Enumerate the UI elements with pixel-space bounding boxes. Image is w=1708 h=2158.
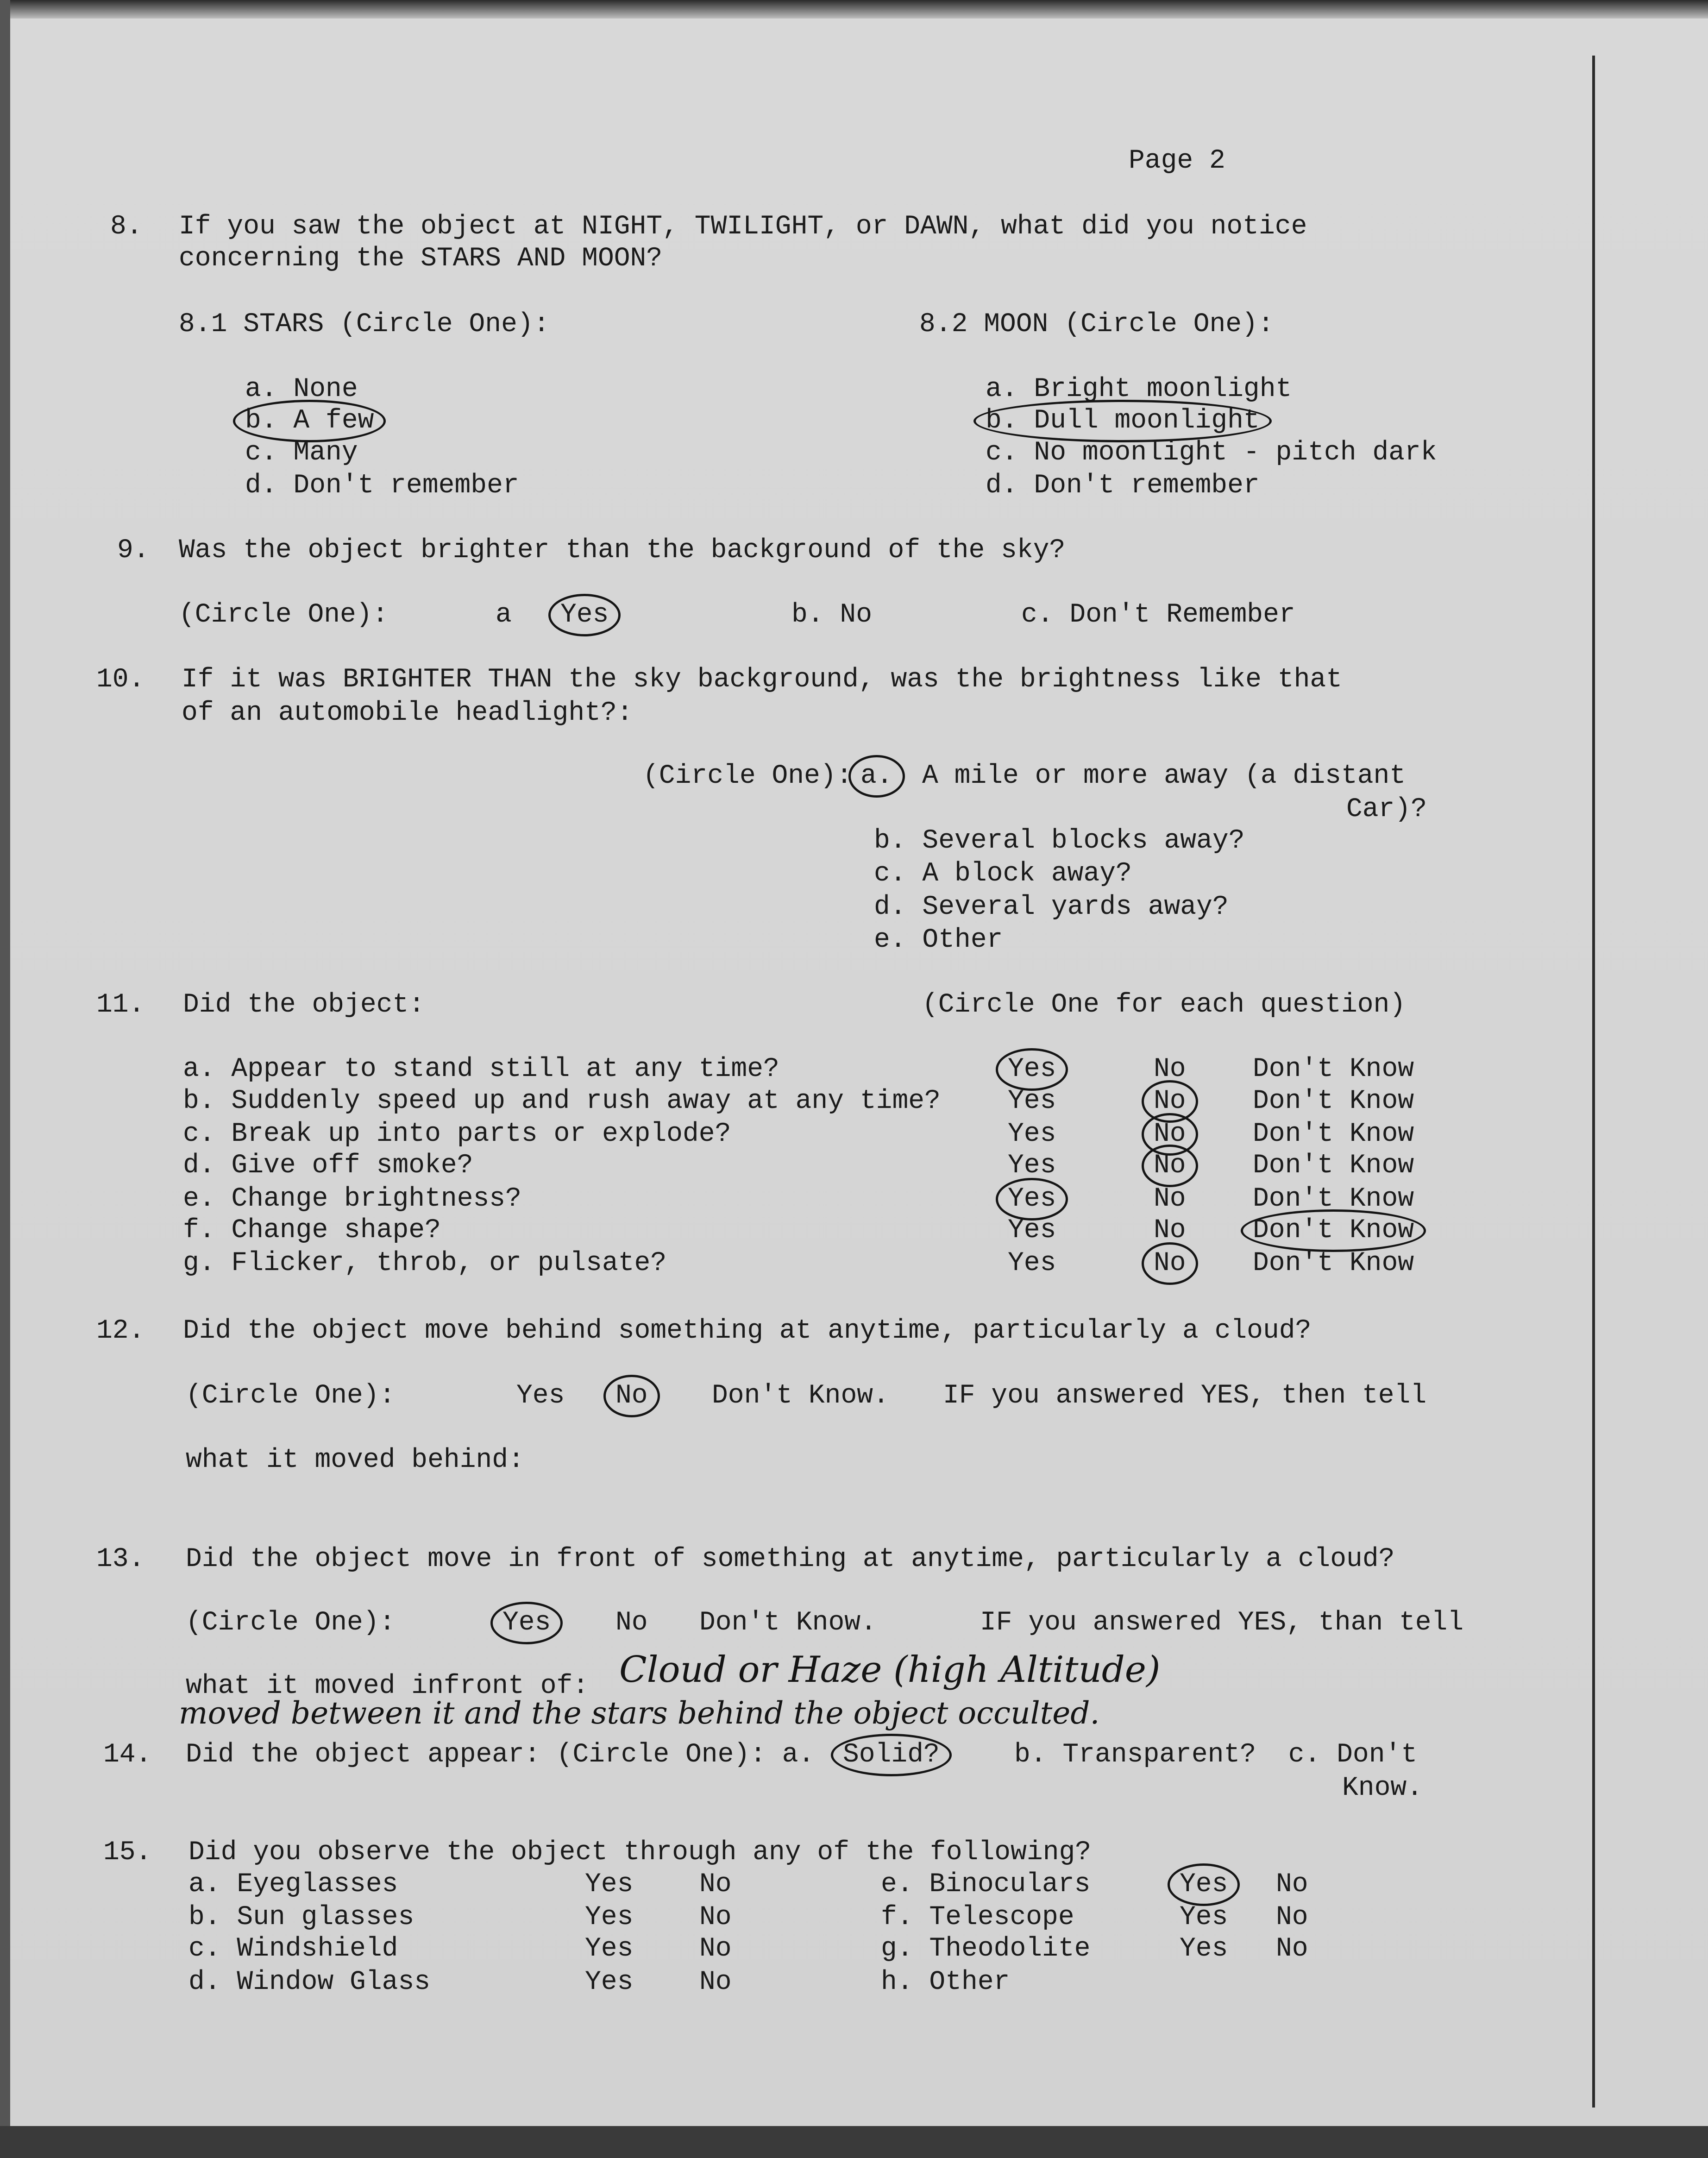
q13-yes-selected: Yes (502, 1608, 551, 1638)
q13-if: IF you answered YES, than tell (980, 1608, 1464, 1638)
q11-text: Did the object: (183, 990, 425, 1020)
margin-line (1592, 56, 1595, 2108)
q11-row-no: No (1154, 1184, 1186, 1214)
q15-yes: Yes (585, 1934, 634, 1964)
moon-option: c. No moonlight - pitch dark (986, 438, 1437, 468)
scan-edge-left (0, 0, 10, 2158)
q13-no: No (615, 1608, 648, 1638)
stars-option: a. None (245, 374, 358, 404)
q11-row-question: b. Suddenly speed up and rush away at any time? (183, 1086, 941, 1116)
q9-a: a (496, 600, 512, 630)
q11-row-dk: Don't Know (1253, 1151, 1414, 1181)
q9-text: Was the object brighter than the background of the sky? (179, 535, 1066, 566)
q10-option: b. Several blocks away? (874, 826, 1245, 856)
q10-option: e. Other (874, 925, 1003, 955)
q13-number: 13. (96, 1544, 145, 1574)
stars-option: d. Don't remember (245, 471, 519, 501)
q11-row-no: No (1154, 1054, 1186, 1084)
stars-option: c. Many (245, 438, 358, 468)
q9-b: b. No (791, 600, 873, 630)
scan-edge-bottom (0, 2126, 1708, 2158)
q10-text-2: of an automobile headlight?: (182, 698, 633, 728)
q8-text-2: concerning the STARS AND MOON? (179, 244, 663, 274)
q15-no: No (1276, 1902, 1308, 1932)
q15-yes: Yes (1180, 1902, 1228, 1932)
moon-option: a. Bright moonlight (986, 374, 1292, 404)
q11-row-question: e. Change brightness? (183, 1184, 521, 1214)
q15-item: h. Other (881, 1967, 1010, 1997)
stars-title: 8.1 STARS (Circle One): (179, 309, 550, 340)
q11-row-yes: Yes (1008, 1248, 1056, 1278)
q11-row-no-selected: No (1154, 1119, 1186, 1149)
q15-yes: Yes (1180, 1934, 1228, 1964)
q15-item: a. Eyeglasses (188, 1869, 398, 1900)
moon-option-selected: b. Dull moonlight (986, 406, 1260, 436)
q10-option: d. Several yards away? (874, 892, 1229, 922)
q14-rest: b. Transparent? c. Don't (1014, 1740, 1418, 1770)
q11-row-question: d. Give off smoke? (183, 1151, 473, 1181)
q14-number: 14. (103, 1740, 152, 1770)
q10-a-text-2: Car)? (1346, 794, 1427, 824)
q12-if: IF you answered YES, then tell (943, 1381, 1427, 1411)
q11-row-yes: Yes (1008, 1119, 1056, 1149)
q13-dk: Don't Know. (699, 1608, 877, 1638)
q15-no: No (699, 1934, 732, 1964)
q15-no: No (1276, 1934, 1308, 1964)
q9-yes-selected: Yes (560, 600, 609, 630)
handwritten-answer-2: moved between it and the stars behind the object occulted. (179, 1695, 1100, 1731)
q15-no: No (1276, 1869, 1308, 1900)
q11-row-question: g. Flicker, throb, or pulsate? (183, 1248, 667, 1278)
handwritten-answer: Cloud or Haze (high Altitude) (619, 1649, 1161, 1691)
q12-yes: Yes (516, 1381, 565, 1411)
q11-row-yes: Yes (1008, 1151, 1056, 1181)
q9-number: 9. (117, 535, 150, 566)
moon-title: 8.2 MOON (Circle One): (919, 309, 1274, 340)
q15-item: e. Binoculars (881, 1869, 1091, 1900)
q11-number: 11. (96, 990, 145, 1020)
q15-item: d. Window Glass (188, 1967, 431, 1997)
q15-item: c. Windshield (188, 1934, 398, 1964)
q11-row-no-selected: No (1154, 1248, 1186, 1278)
q12-follow: what it moved behind: (186, 1445, 524, 1475)
q14-text: Did the object appear: (Circle One): a. (186, 1740, 815, 1770)
q10-circle-label: (Circle One): (643, 761, 853, 791)
q9-circle-label: (Circle One): (179, 600, 389, 630)
q14-know: Know. (1342, 1773, 1423, 1803)
q11-row-yes-selected: Yes (1008, 1184, 1056, 1214)
q11-row-dk: Don't Know (1253, 1054, 1414, 1084)
q11-row-question: a. Appear to stand still at any time? (183, 1054, 779, 1084)
q12-no-selected: No (615, 1381, 648, 1411)
q15-text: Did you observe the object through any of the following? (188, 1837, 1092, 1868)
q15-yes: Yes (585, 1967, 634, 1997)
q15-yes: Yes (585, 1902, 634, 1932)
q12-circle-label: (Circle One): (186, 1381, 396, 1411)
q11-row-question: c. Break up into parts or explode? (183, 1119, 731, 1149)
q15-item: g. Theodolite (881, 1934, 1091, 1964)
q10-text: If it was BRIGHTER THAN the sky background, was the brightness like that (182, 665, 1343, 695)
scan-edge-top (0, 0, 1708, 19)
q8-number: 8. (110, 212, 143, 242)
q15-yes: Yes (585, 1869, 634, 1900)
q9-c: c. Don't Remember (1021, 600, 1295, 630)
q11-row-no-selected: No (1154, 1151, 1186, 1181)
q11-row-dk: Don't Know (1253, 1086, 1414, 1116)
stars-option-selected: b. A few (245, 406, 374, 436)
q12-number: 12. (96, 1316, 145, 1346)
q11-row-yes-selected: Yes (1008, 1054, 1056, 1084)
q13-follow: what it moved infront of: (186, 1671, 589, 1701)
q15-item: f. Telescope (881, 1902, 1074, 1932)
q8-text: If you saw the object at NIGHT, TWILIGHT, or DAWN, what did you notice (179, 212, 1307, 242)
q11-row-yes: Yes (1008, 1215, 1056, 1246)
q11-row-dk: Don't Know (1253, 1119, 1414, 1149)
q15-item: b. Sun glasses (188, 1902, 414, 1932)
q12-text: Did the object move behind something at anytime, particularly a cloud? (183, 1316, 1312, 1346)
q10-a-selected: a. (860, 761, 893, 791)
q11-row-dk-selected: Don't Know (1253, 1215, 1414, 1246)
q11-row-dk: Don't Know (1253, 1248, 1414, 1278)
q15-no: No (699, 1869, 732, 1900)
q15-no: No (699, 1967, 732, 1997)
q10-number: 10. (96, 665, 145, 695)
page-number: Page 2 (1129, 146, 1225, 176)
q11-row-no-selected: No (1154, 1086, 1186, 1116)
q15-number: 15. (103, 1837, 152, 1868)
q11-row-yes: Yes (1008, 1086, 1056, 1116)
moon-option: d. Don't remember (986, 471, 1260, 501)
q15-no: No (699, 1902, 732, 1932)
q11-row-no: No (1154, 1215, 1186, 1246)
q11-row-question: f. Change shape? (183, 1215, 441, 1246)
q11-row-dk: Don't Know (1253, 1184, 1414, 1214)
q11-instruction: (Circle One for each question) (922, 990, 1406, 1020)
q12-dk: Don't Know. (712, 1381, 889, 1411)
q13-circle-label: (Circle One): (186, 1608, 396, 1638)
q10-option: c. A block away? (874, 859, 1132, 889)
q10-a-text: A mile or more away (a distant (922, 761, 1406, 791)
q14-solid-selected: Solid? (843, 1740, 940, 1770)
q15-yes-selected: Yes (1180, 1869, 1228, 1900)
q13-text: Did the object move in front of something at anytime, particularly a cloud? (186, 1544, 1395, 1574)
